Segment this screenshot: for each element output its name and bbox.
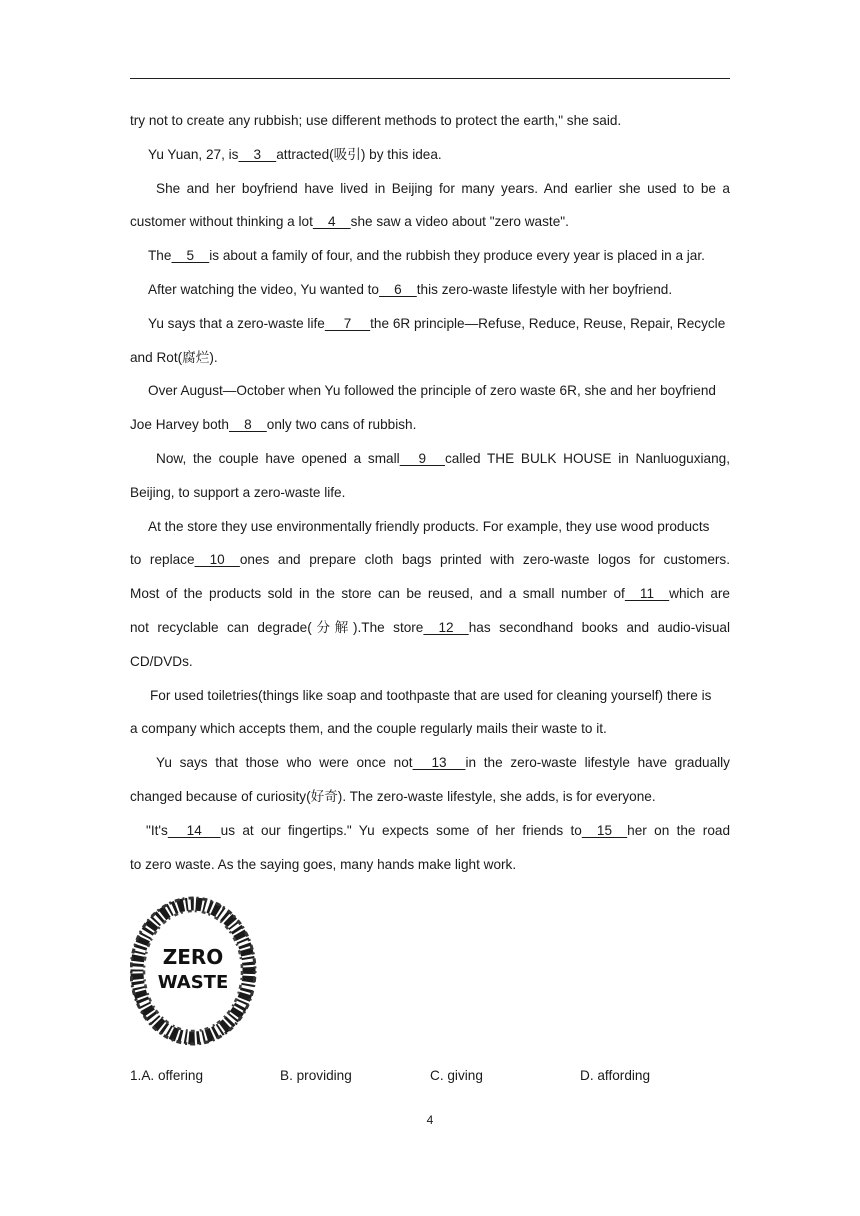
passage-line xyxy=(130,683,730,717)
text: to replace xyxy=(130,552,195,568)
text: She and her boyfriend have lived in Beijing for many years. And earlier she used to be a xyxy=(156,180,730,196)
text: only two cans of rubbish. xyxy=(266,417,417,433)
text: Yu says that those who were once not xyxy=(156,755,413,771)
logo-ring xyxy=(131,898,255,1044)
passage-line xyxy=(130,716,730,750)
text: attracted(吸引) by this idea. xyxy=(276,146,442,162)
text: which are xyxy=(669,586,730,602)
text: CD/DVDs. xyxy=(130,653,193,669)
logo-text-zero: ZERO xyxy=(162,945,224,969)
blank-4: 4 xyxy=(312,214,351,230)
text: Over August—October when Yu followed the principle of zero waste 6R, she and her boyfriend xyxy=(148,383,716,399)
passage xyxy=(130,108,730,885)
text: not recyclable can degrade(分解).The store xyxy=(130,619,424,635)
text: Beijing, to support a zero-waste life. xyxy=(130,484,346,500)
passage-line xyxy=(130,243,730,277)
logo-text-waste: WASTE xyxy=(157,972,229,993)
passage-line xyxy=(130,311,730,345)
text: is about a family of four, and the rubbish they produce every year is placed in a jar. xyxy=(209,248,705,264)
passage-line xyxy=(130,446,730,480)
blank-6: 6 xyxy=(379,281,417,297)
passage-line xyxy=(130,378,730,412)
passage-line xyxy=(130,581,730,615)
passage-line xyxy=(130,547,730,581)
option-c: C. giving xyxy=(430,1068,483,1083)
passage-line xyxy=(130,108,730,142)
blank-14: 14 xyxy=(167,822,221,838)
text: her on the road xyxy=(627,822,730,838)
text: "It's xyxy=(146,822,168,838)
zero-waste-logo-graphic xyxy=(130,895,260,1047)
passage-line xyxy=(130,345,730,379)
text: customer without thinking a lot xyxy=(130,214,313,230)
option-d: D. affording xyxy=(580,1068,651,1083)
passage-line xyxy=(130,852,730,886)
blank-11: 11 xyxy=(624,586,670,602)
passage-line xyxy=(130,649,730,683)
blank-13: 13 xyxy=(412,755,466,771)
page-number: 4 xyxy=(426,1113,434,1127)
blank-7: 7 xyxy=(324,315,371,331)
text: and Rot(腐烂). xyxy=(130,349,218,365)
text: called THE BULK HOUSE in Nanluoguxiang, xyxy=(445,450,730,466)
text: Yu Yuan, 27, is xyxy=(148,146,239,162)
blank-8: 8 xyxy=(229,417,267,433)
header-rule xyxy=(130,78,730,79)
passage-line xyxy=(130,277,730,311)
blank-15: 15 xyxy=(581,822,628,838)
text: The xyxy=(148,248,172,264)
text: us at our fingertips." Yu expects some of her friends to xyxy=(220,822,582,838)
text: ones and prepare cloth bags printed with zero-waste logos for customers. xyxy=(239,552,730,568)
blank-9: 9 xyxy=(399,450,445,466)
text: Yu says that a zero-waste life xyxy=(148,315,325,331)
passage-line xyxy=(130,209,730,243)
text: the 6R principle—Refuse, Reduce, Reuse, Repair, Recycle xyxy=(370,315,726,331)
text: Most of the products sold in the store can be reused, and a small number of xyxy=(130,586,625,602)
text: a company which accepts them, and the couple regularly mails their waste to it. xyxy=(130,721,607,737)
text: this zero-waste lifestyle with her boyfriend. xyxy=(416,281,673,297)
passage-line xyxy=(130,784,730,818)
passage-line xyxy=(130,615,730,649)
text: she saw a video about "zero waste". xyxy=(350,214,569,230)
text: Joe Harvey both xyxy=(130,417,229,433)
blank-5: 5 xyxy=(171,248,210,264)
passage-line xyxy=(130,514,730,548)
text: try not to create any rubbish; use different methods to protect the earth," she said. xyxy=(130,113,622,128)
blank-12: 12 xyxy=(423,619,469,635)
text: At the store they use environmentally friendly products. For example, they use wood products xyxy=(148,518,710,534)
option-b: B. providing xyxy=(280,1068,352,1083)
passage-line xyxy=(130,142,730,176)
passage-line xyxy=(130,176,730,210)
text: Now, the couple have opened a small xyxy=(156,450,400,466)
passage-line xyxy=(130,412,730,446)
blank-3: 3 xyxy=(238,146,277,162)
text: in the zero-waste lifestyle have gradually xyxy=(465,755,730,771)
text: has secondhand books and audio-visual xyxy=(468,619,730,635)
passage-line xyxy=(130,480,730,514)
blank-10: 10 xyxy=(194,552,240,568)
passage-line xyxy=(130,818,730,852)
text: For used toiletries(things like soap and toothpaste that are used for cleaning yourself) there is xyxy=(150,687,712,703)
text: to zero waste. As the saying goes, many hands make light work. xyxy=(130,856,517,872)
zero-waste-logo xyxy=(130,895,260,1047)
question-1-options xyxy=(130,1068,730,1092)
text: changed because of curiosity(好奇). The zero-waste lifestyle, she adds, is for everyone. xyxy=(130,788,656,804)
passage-line xyxy=(130,750,730,784)
option-a: 1.A. offering xyxy=(130,1068,204,1083)
text: After watching the video, Yu wanted to xyxy=(148,281,379,297)
